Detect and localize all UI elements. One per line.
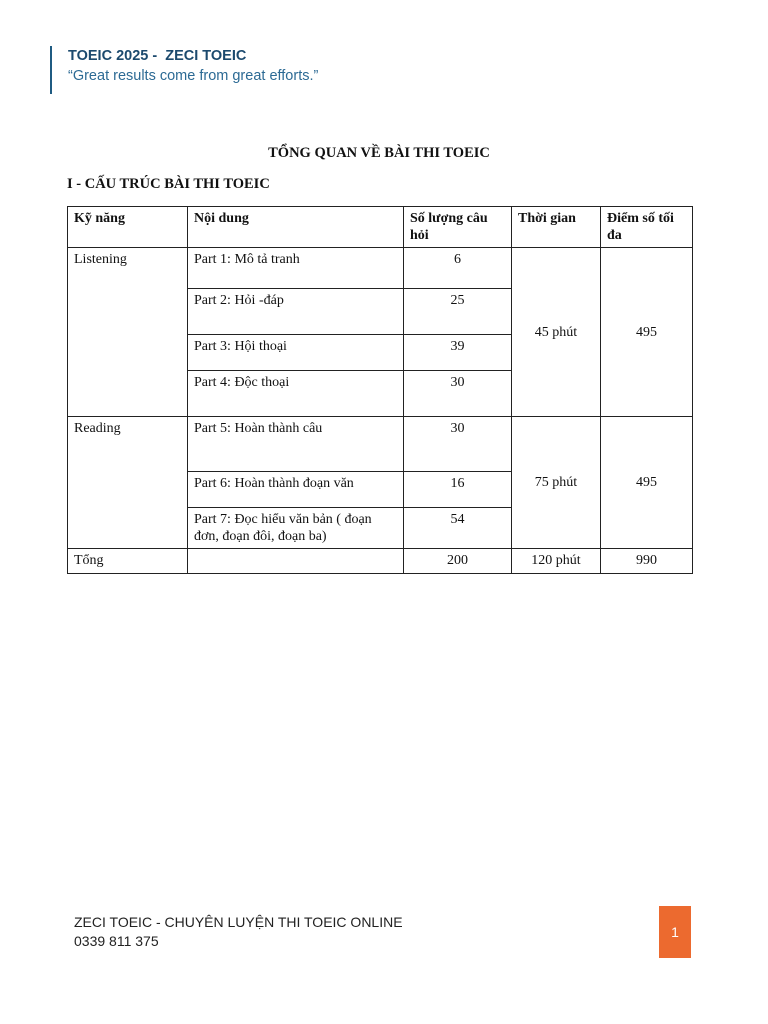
listening-score-cell: 495 <box>601 248 693 417</box>
part-count-cell: 30 <box>404 371 512 417</box>
reading-time-cell: 75 phút <box>512 417 601 549</box>
page-number-badge: 1 <box>659 906 691 958</box>
header-cell-score: Điểm số tối đa <box>601 207 693 248</box>
header-cell-count: Số lượng câu hỏi <box>404 207 512 248</box>
section-heading: I - CẤU TRÚC BÀI THI TOEIC <box>67 176 270 192</box>
total-score-cell: 990 <box>601 549 693 574</box>
page-footer <box>74 913 403 951</box>
page-header <box>50 46 318 94</box>
skill-cell-listening: Listening <box>68 248 188 417</box>
total-time-cell: 120 phút <box>512 549 601 574</box>
header-cell-time: Thời gian <box>512 207 601 248</box>
footer-brand-line: ZECI TOEIC - CHUYÊN LUYỆN THI TOEIC ONLINE <box>74 914 403 930</box>
header-cell-content: Nội dung <box>188 207 404 248</box>
total-content-cell <box>188 549 404 574</box>
header-title: TOEIC 2025 - ZECI TOEIC <box>68 48 247 64</box>
table-row <box>68 248 693 289</box>
part-content-cell: Part 2: Hỏi -đáp <box>188 289 404 335</box>
part-content-cell: Part 4: Độc thoại <box>188 371 404 417</box>
part-count-cell: 30 <box>404 417 512 472</box>
reading-score-cell: 495 <box>601 417 693 549</box>
part-count-cell: 54 <box>404 508 512 549</box>
part-count-cell: 39 <box>404 335 512 371</box>
part-count-cell: 25 <box>404 289 512 335</box>
part-content-cell: Part 5: Hoàn thành câu <box>188 417 404 472</box>
part-count-cell: 16 <box>404 472 512 508</box>
part-content-cell: Part 1: Mô tả tranh <box>188 248 404 289</box>
part-content-cell: Part 7: Đọc hiểu văn bản ( đoạn đơn, đoạn đôi, đoạn ba) <box>188 508 404 549</box>
table-row <box>68 417 693 472</box>
part-count-cell: 6 <box>404 248 512 289</box>
part-content-cell: Part 6: Hoàn thành đoạn văn <box>188 472 404 508</box>
header-cell-skill: Kỹ năng <box>68 207 188 248</box>
total-label-cell: Tổng <box>68 549 188 574</box>
total-count-cell: 200 <box>404 549 512 574</box>
footer-phone: 0339 811 375 <box>74 933 159 949</box>
table-total-row <box>68 549 693 574</box>
part-content-cell: Part 3: Hội thoại <box>188 335 404 371</box>
skill-cell-reading: Reading <box>68 417 188 549</box>
listening-time-cell: 45 phút <box>512 248 601 417</box>
table-header-row <box>68 207 693 248</box>
document-title: TỔNG QUAN VỀ BÀI THI TOEIC <box>268 145 490 161</box>
toeic-structure-table <box>67 206 693 574</box>
header-quote: “Great results come from great efforts.” <box>68 68 319 84</box>
